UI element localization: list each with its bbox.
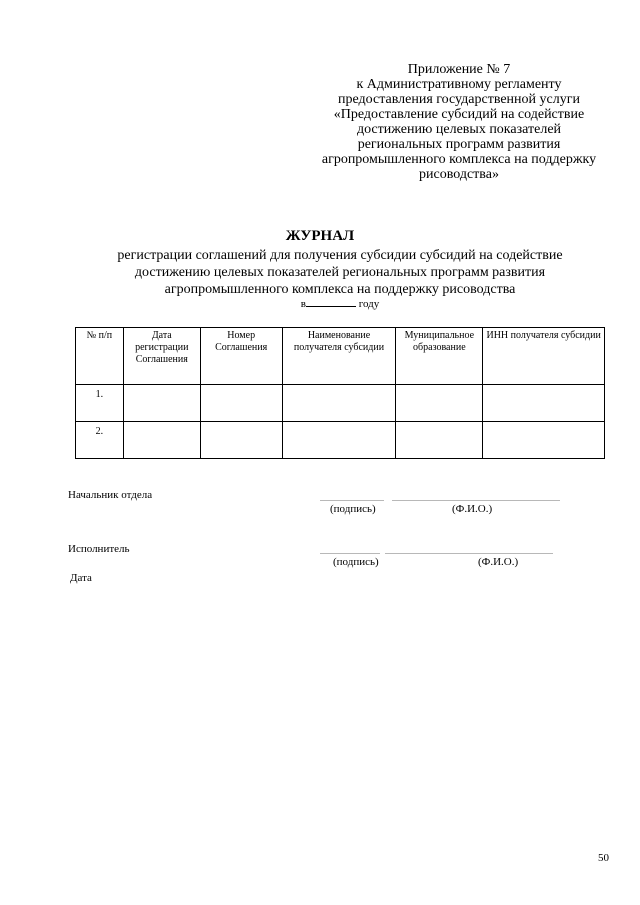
header-recipient-name: Наименование получателя субсидии bbox=[282, 328, 396, 385]
appendix-line: «Предоставление субсидий на содействие bbox=[333, 107, 585, 122]
subtitle-line: регистрации соглашений для получения субсидии субсидий на содействие bbox=[117, 248, 563, 263]
year-blank bbox=[306, 297, 356, 307]
table-cell bbox=[483, 385, 605, 422]
table-cell bbox=[200, 422, 282, 459]
year-suffix: году bbox=[358, 298, 380, 310]
journal-table bbox=[75, 327, 605, 459]
table-cell bbox=[123, 422, 200, 459]
table-cell bbox=[396, 385, 483, 422]
appendix-line: региональных программ развития bbox=[357, 137, 561, 152]
table-cell bbox=[396, 422, 483, 459]
appendix-header bbox=[300, 62, 618, 182]
table-cell: 2. bbox=[76, 422, 124, 459]
table-row bbox=[76, 385, 605, 422]
appendix-line: рисоводства» bbox=[419, 167, 499, 182]
head-name-caption: (Ф.И.О.) bbox=[452, 503, 493, 515]
appendix-line: к Административному регламенту bbox=[356, 77, 562, 92]
executor-name-line bbox=[385, 553, 553, 554]
head-name-line bbox=[392, 500, 560, 501]
journal-subtitle bbox=[80, 247, 600, 298]
header-recipient-inn: ИНН получателя субсидии bbox=[483, 328, 605, 385]
executor-signature-line bbox=[320, 553, 380, 554]
table-cell bbox=[200, 385, 282, 422]
table-cell bbox=[483, 422, 605, 459]
year-line bbox=[0, 297, 640, 310]
head-of-department-label: Начальник отдела bbox=[68, 489, 153, 501]
table-cell: 1. bbox=[76, 385, 124, 422]
head-signature-line bbox=[320, 500, 384, 501]
appendix-line: предоставления государственной услуги bbox=[338, 92, 580, 107]
page-number: 50 bbox=[598, 852, 609, 864]
header-municipality: Муниципальное образование bbox=[396, 328, 483, 385]
appendix-line: достижению целевых показателей bbox=[356, 122, 562, 137]
executor-label: Исполнитель bbox=[68, 543, 130, 555]
appendix-line: агропромышленного комплекса на поддержку bbox=[321, 152, 597, 167]
year-prefix: в bbox=[300, 298, 306, 310]
table-cell bbox=[282, 422, 396, 459]
header-registration-date: Дата регистрации Соглашения bbox=[123, 328, 200, 385]
date-label: Дата bbox=[70, 572, 92, 584]
head-signature-caption: (подпись) bbox=[330, 503, 376, 515]
appendix-line: Приложение № 7 bbox=[407, 62, 511, 77]
table-row bbox=[76, 422, 605, 459]
table-cell bbox=[282, 385, 396, 422]
journal-title: ЖУРНАЛ bbox=[285, 228, 355, 244]
table-header-row bbox=[76, 328, 605, 385]
executor-name-caption: (Ф.И.О.) bbox=[478, 556, 519, 568]
subtitle-line: достижению целевых показателей региональных программ развития bbox=[134, 265, 546, 280]
header-agreement-number: Номер Соглашения bbox=[200, 328, 282, 385]
subtitle-line: агропромышленного комплекса на поддержку рисоводства bbox=[164, 282, 516, 297]
table-cell bbox=[123, 385, 200, 422]
executor-signature-caption: (подпись) bbox=[333, 556, 379, 568]
header-number: № п/п bbox=[76, 328, 124, 385]
